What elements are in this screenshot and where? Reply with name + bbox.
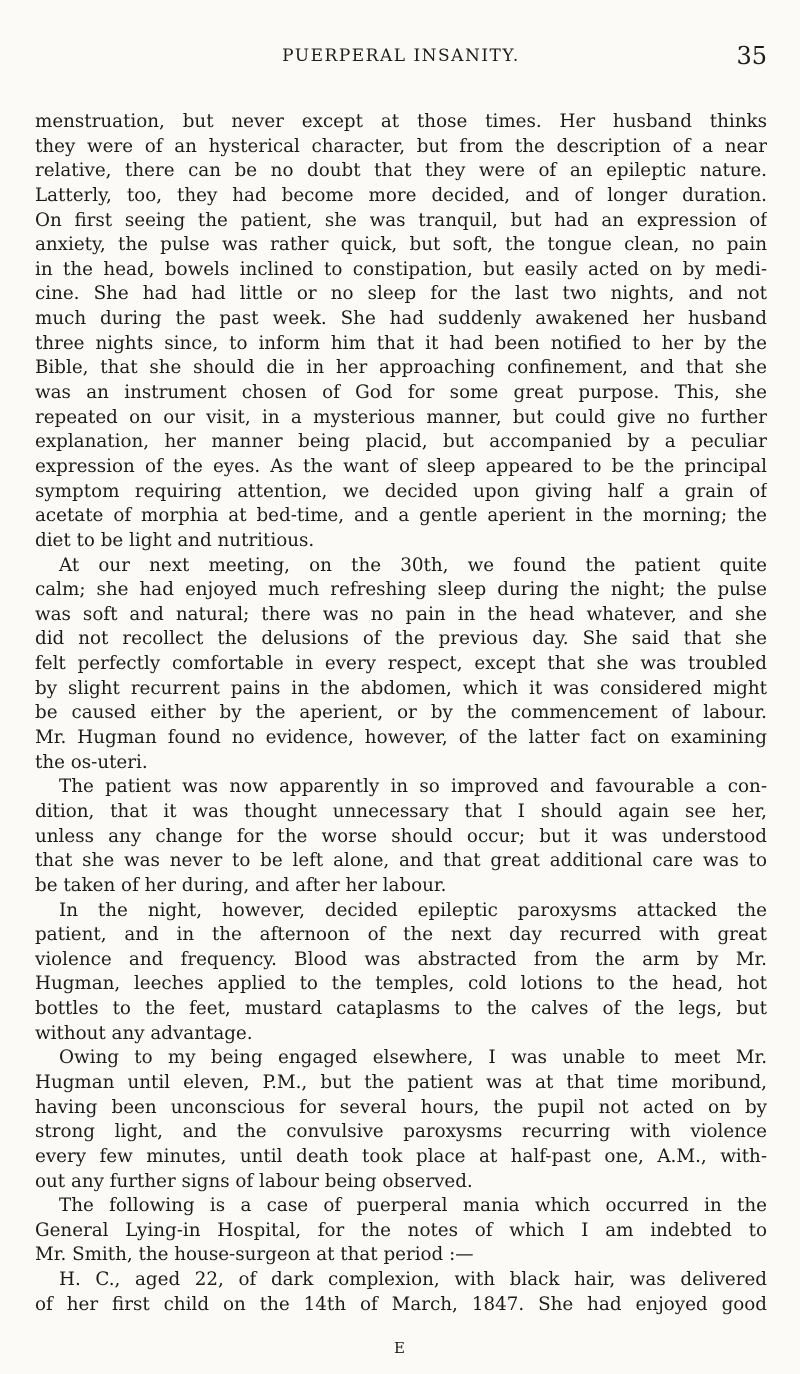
page-number: 35 (736, 42, 767, 70)
text-line: bottles to the feet, mustard cataplasms to the calves of the legs, but (35, 998, 767, 1020)
text-line: On first seeing the patient, she was tranquil, but had an expression of (35, 209, 767, 231)
text-line: strong light, and the convulsive paroxysms recurring with violence (35, 1121, 767, 1143)
text-line: At our next meeting, on the 30th, we found the patient quite (59, 554, 767, 576)
text-line: expression of the eyes. As the want of sleep appeared to be the principal (35, 455, 767, 477)
running-title: PUERPERAL INSANITY. (282, 46, 520, 66)
text-line: General Lying-in Hospital, for the notes of which I am indebted to (35, 1219, 767, 1241)
text-line: anxiety, the pulse was rather quick, but soft, the tongue clean, no pain (35, 234, 767, 256)
text-line: felt perfectly comfortable in every respect, except that she was troubled (35, 653, 767, 675)
text-line: explanation, her manner being placid, but accompanied by a peculiar (35, 431, 767, 453)
running-head (35, 42, 767, 72)
text-line: Hugman, leeches applied to the temples, cold lotions to the head, hot (35, 973, 767, 995)
text-line: that she was never to be left alone, and that great additional care was to (35, 850, 767, 872)
text-line: relative, there can be no doubt that they were of an epileptic nature. (35, 160, 767, 182)
text-line: dition, that it was thought unnecessary that I should again see her, (35, 800, 767, 822)
text-line: Mr. Hugman found no evidence, however, of the latter fact on examining (35, 727, 767, 749)
text-line: calm; she had enjoyed much refreshing sleep during the night; the pulse (35, 579, 767, 601)
text-line: repeated on our visit, in a mysterious manner, but could give no further (35, 406, 767, 428)
text-line: unless any change for the worse should occur; but it was understood (35, 825, 767, 847)
text-line: of her first child on the 14th of March, 1847. She had enjoyed good (35, 1293, 767, 1315)
text-line: was an instrument chosen of God for some great purpose. This, she (35, 382, 767, 404)
text-line: much during the past week. She had suddenly awakened her husband (35, 308, 767, 330)
text-line: they were of an hysterical character, but from the description of a near (35, 135, 767, 157)
text-line: be taken of her during, and after her labour. (35, 874, 447, 896)
text-line: be caused either by the aperient, or by the commencement of labour. (35, 702, 767, 724)
text-line: acetate of morphia at bed-time, and a gentle aperient in the morning; the (35, 505, 767, 527)
text-line: by slight recurrent pains in the abdomen, which it was considered might (35, 677, 767, 699)
text-line: the os-uteri. (35, 751, 148, 773)
text-line: menstruation, but never except at those times. Her husband thinks (35, 111, 767, 132)
text-line: In the night, however, decided epileptic paroxysms attacked the (59, 899, 767, 921)
text-line: Hugman until eleven, P.M., but the patient was at that time moribund, (35, 1071, 767, 1093)
text-line: patient, and in the afternoon of the next day recurred with great (35, 924, 767, 946)
text-line: was soft and natural; there was no pain in the head whatever, and she (35, 603, 767, 625)
text-line: diet to be light and nutritious. (35, 529, 315, 551)
text-line: H. C., aged 22, of dark complexion, with black hair, was delivered (59, 1269, 767, 1291)
text-line: The patient was now apparently in so improved and favourable a con- (59, 776, 767, 798)
text-line: symptom requiring attention, we decided upon giving half a grain of (35, 480, 767, 502)
text-line: cine. She had had little or no sleep for the last two nights, and not (35, 283, 767, 305)
text-line: in the head, bowels inclined to constipation, but easily acted on by medi- (35, 258, 767, 280)
text-line: Mr. Smith, the house-surgeon at that period :— (35, 1244, 474, 1266)
text-line: Owing to my being engaged elsewhere, I was unable to meet Mr. (59, 1047, 767, 1069)
text-line: having been unconscious for several hours, the pupil not acted on by (35, 1096, 767, 1118)
text-line: Latterly, too, they had become more decided, and of longer duration. (35, 184, 767, 206)
text-line: every few minutes, until death took place at half-past one, A.M., with- (35, 1145, 767, 1167)
body-text (35, 110, 767, 1317)
signature-mark: E (394, 1339, 406, 1357)
text-line: The following is a case of puerperal mania which occurred in the (59, 1195, 767, 1217)
text-line: Bible, that she should die in her approaching confinement, and that she (35, 357, 767, 379)
text-line: out any further signs of labour being observed. (35, 1170, 473, 1192)
text-line: without any advantage. (35, 1022, 253, 1044)
text-line: violence and frequency. Blood was abstracted from the arm by Mr. (35, 948, 767, 970)
text-line: did not recollect the delusions of the previous day. She said that she (35, 628, 767, 650)
text-line: three nights since, to inform him that it had been notified to her by the (35, 332, 767, 354)
